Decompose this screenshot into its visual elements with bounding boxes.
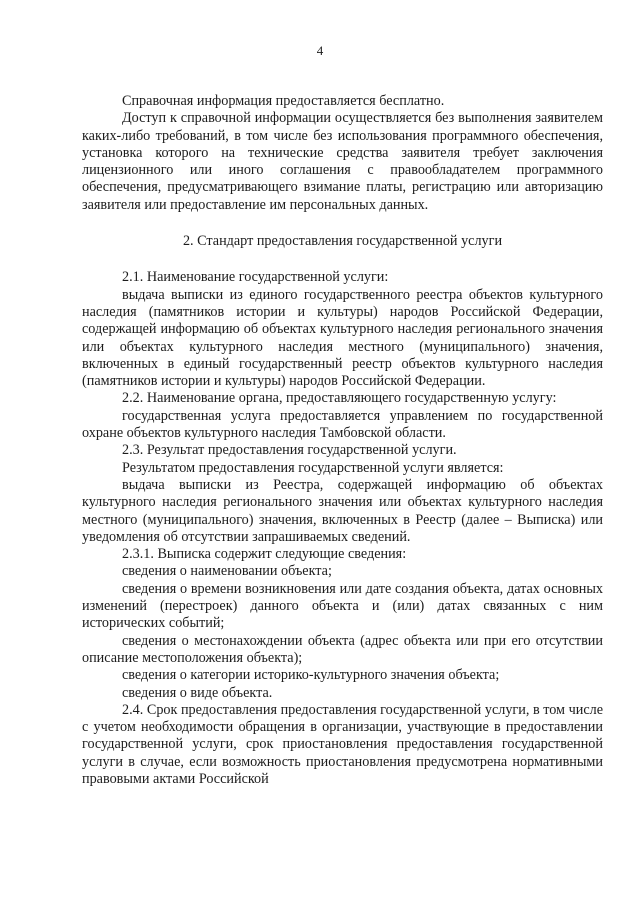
list-item-location: сведения о местонахождении объекта (адрес объекта или при его отсутствии описание местоположения объекта); — [82, 632, 603, 666]
paragraph-2-2-body: государственная услуга предоставляется управлением по государственной охране объектов культурного наследия Тамбовской области. — [82, 407, 603, 442]
list-item-dates: сведения о времени возникновения или дате создания объекта, датах основных изменений (перестроек) данного объекта и (или) датах связанных с ним исторических событий; — [82, 580, 603, 632]
paragraph-2-1-body: выдача выписки из единого государственного реестра объектов культурного наследия (памятников истории и культуры) народов Российской Федерации, содержащей информацию об объектах культурного наследия регионального значения или объектах культурного наследия местного (муниципального) значения, включенных в единый государственный реестр объектов культурного наследия (памятников истории и культуры) народов Российской Федерации. — [82, 286, 603, 390]
paragraph-2-4: 2.4. Срок предоставления предоставления государственной услуги, в том числе с учетом необходимости обращения в организации, участвующие в предоставлении государственной услуги, срок приостановления предоставления государственной услуги в случае, если возможность приостановления предусмотрена нормативными правовыми актами Российской — [82, 701, 603, 787]
paragraph-2-3-body: выдача выписки из Реестра, содержащей информацию об объектах культурного наследия регионального значения или объектах культурного наследия местного (муниципального) значения, включенных в Реестр (далее – Выписка) или уведомления об отсутствии запрашиваемых сведений. — [82, 476, 603, 545]
page-number: 4 — [316, 43, 324, 58]
paragraph-2-3-intro: Результатом предоставления государственной услуги является: — [122, 459, 504, 476]
paragraph-access-info: Доступ к справочной информации осуществляется без выполнения заявителем каких-либо требований, в том числе без использования программного обеспечения, установка которого на технические средства заявителя требует заключения лицензионного или иного соглашения с правообладателем программного обеспечения, предусматривающего взимание платы, регистрацию или авторизацию заявителя или предоставление им персональных данных. — [82, 110, 603, 213]
paragraph-2-2-title: 2.2. Наименование органа, предоставляющего государственную услугу: — [122, 390, 557, 407]
paragraph-2-3-1-title: 2.3.1. Выписка содержит следующие сведения: — [122, 546, 407, 563]
section-heading: 2. Стандарт предоставления государственной услуги — [182, 233, 503, 250]
list-item-category: сведения о категории историко-культурного значения объекта; — [122, 667, 500, 684]
list-item-name: сведения о наименовании объекта; — [122, 563, 332, 580]
list-item-type: сведения о виде объекта. — [122, 684, 273, 701]
paragraph-free-info: Справочная информация предоставляется бесплатно. — [122, 93, 445, 109]
paragraph-2-1-title: 2.1. Наименование государственной услуги: — [122, 269, 389, 286]
document-body — [82, 93, 603, 788]
paragraph-2-3-title: 2.3. Результат предоставления государственной услуги. — [122, 442, 457, 459]
